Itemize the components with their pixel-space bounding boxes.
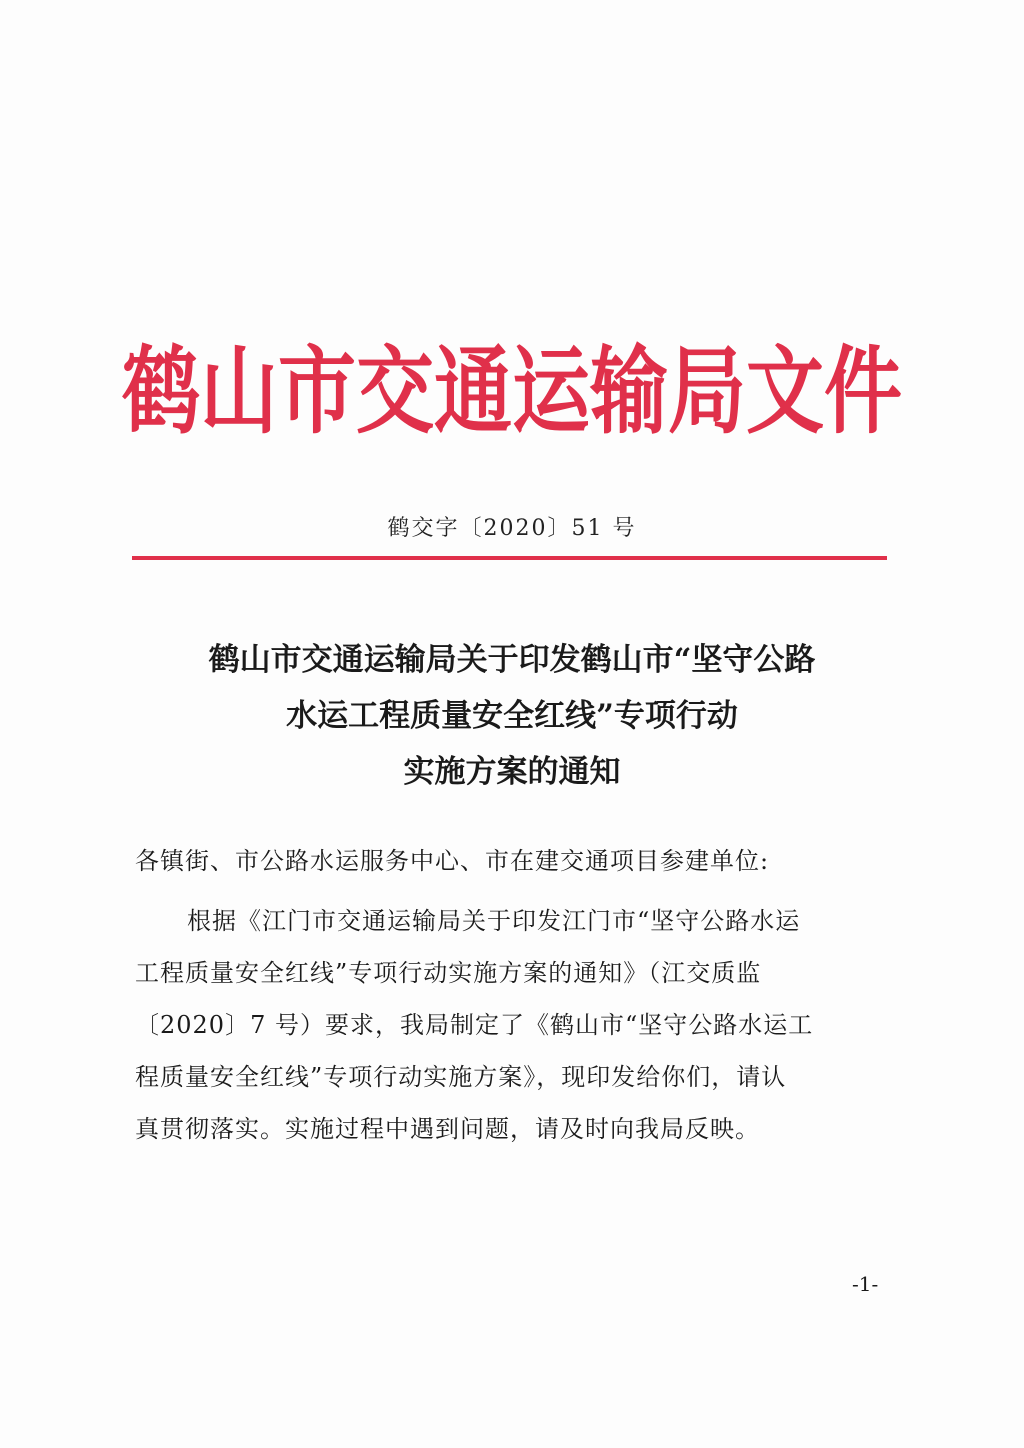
body-line: 程质量安全红线”专项行动实施方案》，现印发给你们，请认 xyxy=(135,1063,787,1091)
body-line: 〔2020〕7 号）要求，我局制定了《鹤山市“坚守公路水运工 xyxy=(135,1011,814,1039)
title-line: 水运工程质量安全红线”专项行动 xyxy=(286,698,738,734)
document-number: 鹤交字〔2020〕51 号 xyxy=(387,516,637,541)
document-masthead: 鹤山市交通运输局文件 xyxy=(121,335,902,447)
header-red-rule xyxy=(132,556,887,560)
body-line: 工程质量安全红线”专项行动实施方案的通知》（江交质监 xyxy=(135,959,762,987)
page-number: -1- xyxy=(852,1272,879,1296)
salutation: 各镇街、市公路水运服务中心、市在建交通项目参建单位: xyxy=(135,847,770,875)
title-line: 鹤山市交通运输局关于印发鹤山市“坚守公路 xyxy=(208,642,816,678)
body-line: 根据《江门市交通运输局关于印发江门市“坚守公路水运 xyxy=(187,907,801,935)
body-paragraph xyxy=(135,895,890,1155)
body-line: 真贯彻落实。实施过程中遇到问题，请及时向我局反映。 xyxy=(135,1115,760,1143)
document-title xyxy=(100,632,924,800)
title-line: 实施方案的通知 xyxy=(403,754,621,790)
